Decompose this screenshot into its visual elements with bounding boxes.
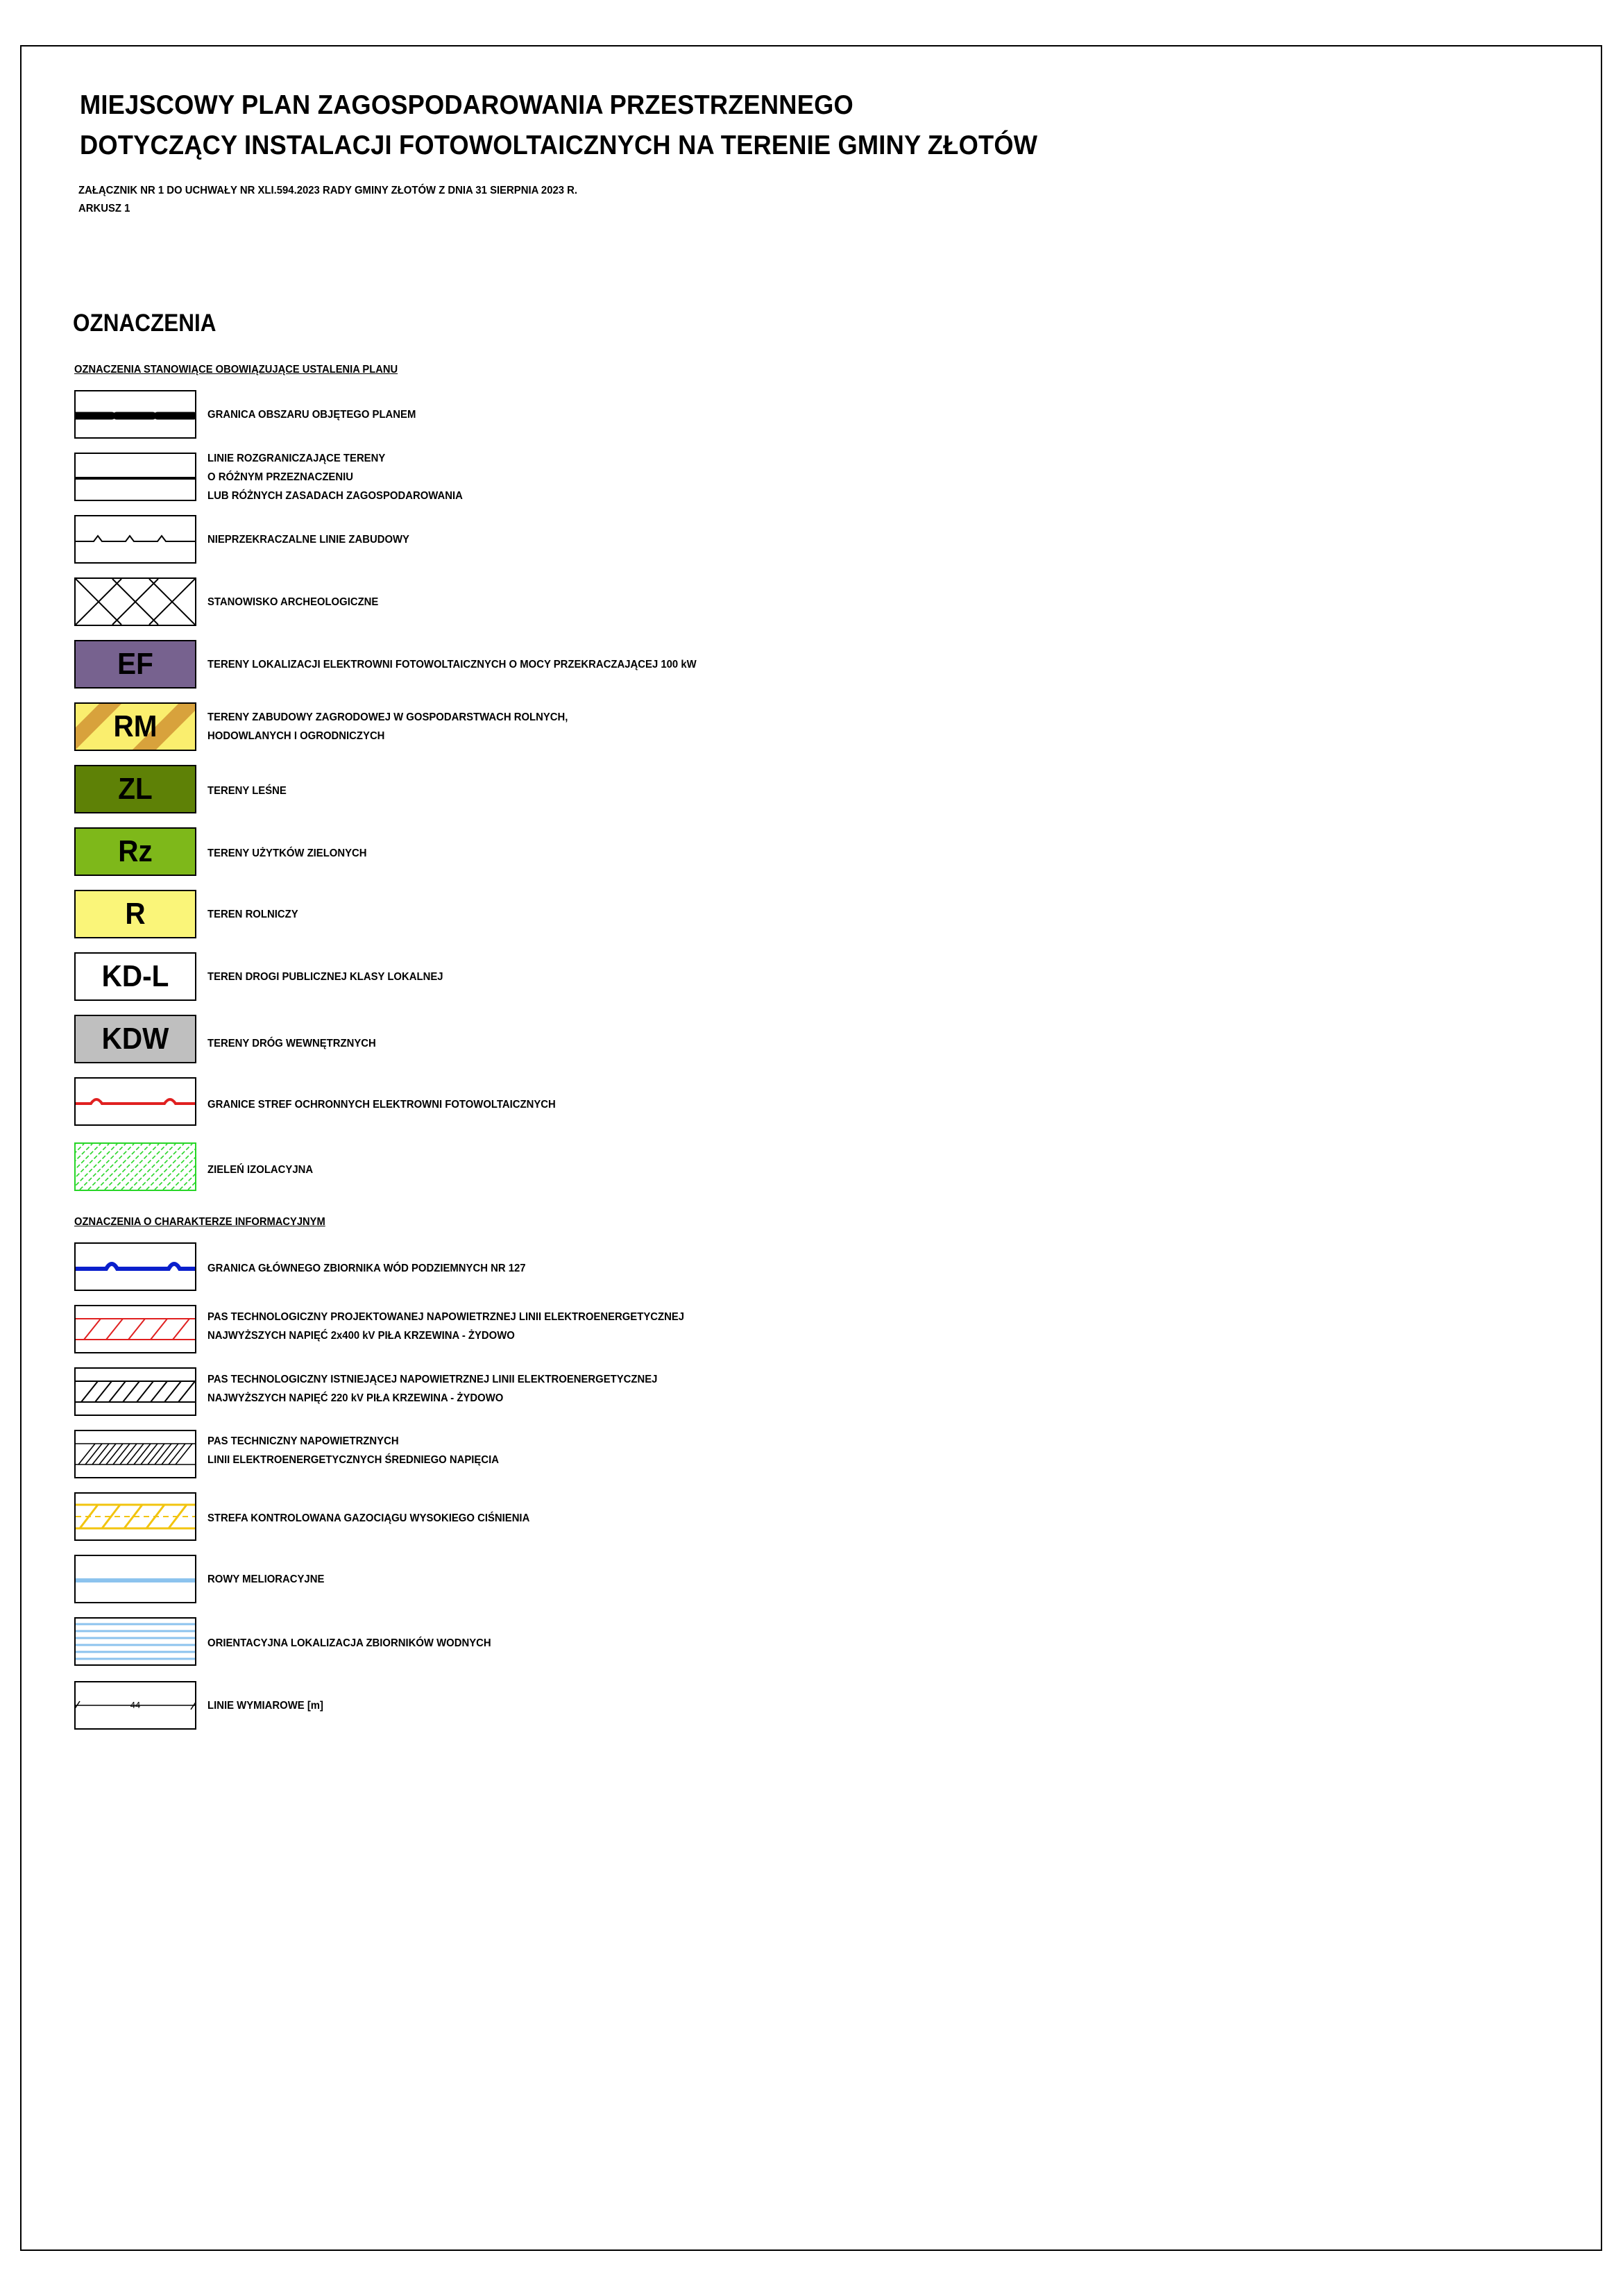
legend-symbol-building-lines: [74, 515, 196, 564]
legend-symbol-zl: [74, 765, 196, 813]
legend-label-medium-voltage-strip: PAS TECHNICZNY NAPOWIETRZNYCH LINII ELEKTROENERGETYCZNYCH ŚREDNIEGO NAPIĘCIA: [207, 1435, 499, 1466]
legend-symbol-archaeological-site: [74, 577, 196, 626]
legend-symbol-existing-line-220kv: [74, 1367, 196, 1416]
legend-label-plan-boundary: GRANICA OBSZARU OBJĘTEGO PLANEM: [207, 409, 416, 421]
legend-label-existing-line-220kv: PAS TECHNOLOGICZNY ISTNIEJĄCEJ NAPOWIETRZNEJ LINII ELEKTROENERGETYCZNEJ NAJWYŻSZYCH NAPIĘĆ 220 kV PIŁA KRZEWINA - ŻYDOWO: [207, 1374, 658, 1404]
legend-symbol-medium-voltage-strip: [74, 1430, 196, 1478]
legend-label-building-lines: NIEPRZEKRACZALNE LINIE ZABUDOWY: [207, 534, 409, 546]
section-info-heading: OZNACZENIA O CHARAKTERZE INFORMACYJNYM: [74, 1216, 325, 1228]
legend-symbol-demarcation-lines: [74, 453, 196, 501]
legend-label-r: TEREN ROLNICZY: [207, 909, 298, 920]
legend-symbol-ef: [74, 640, 196, 689]
legend-symbol-rm: [74, 702, 196, 751]
plan-title-line1: MIEJSCOWY PLAN ZAGOSPODAROWANIA PRZESTRZENNEGO: [80, 90, 853, 120]
legend-symbol-projected-line-400kv: [74, 1305, 196, 1353]
legend-symbol-protection-zone: [74, 1077, 196, 1126]
sheet-number: ARKUSZ 1: [78, 203, 130, 214]
legend-label-dimension-lines: LINIE WYMIAROWE [m]: [207, 1700, 323, 1712]
legend-label-isolation-greenery: ZIELEŃ IZOLACYJNA: [207, 1164, 314, 1176]
legend-symbol-gas-pipeline-zone: [74, 1492, 196, 1541]
zone-code-ef: EF: [117, 647, 153, 681]
legend-label-ef: TERENY LOKALIZACJI ELEKTROWNI FOTOWOLTAICZNYCH O MOCY PRZEKRACZAJĄCEJ 100 kW: [207, 659, 697, 670]
zone-code-rm: RM: [113, 709, 158, 743]
legend-label-projected-line-400kv: PAS TECHNOLOGICZNY PROJEKTOWANEJ NAPOWIETRZNEJ LINII ELEKTROENERGETYCZNEJ NAJWYŻSZYCH NAPIĘĆ 2x400 kV PIŁA KRZEWINA - ŻYDOWO: [207, 1311, 685, 1342]
legend-label-drainage-ditches: ROWY MELIORACYJNE: [207, 1573, 325, 1585]
legend-label-kdw: TERENY DRÓG WEWNĘTRZNYCH: [207, 1038, 376, 1049]
legend-label-archaeological-site: STANOWISKO ARCHEOLOGICZNE: [207, 596, 379, 608]
zone-code-r: R: [125, 897, 146, 931]
legend-symbol-kdw: [74, 1015, 196, 1063]
section-binding-heading: OZNACZENIA STANOWIĄCE OBOWIĄZUJĄCE USTALENIA PLANU: [74, 364, 398, 375]
zone-code-rz: Rz: [118, 834, 153, 868]
legend-label-water-reservoirs: ORIENTACYJNA LOKALIZACJA ZBIORNIKÓW WODNYCH: [207, 1637, 491, 1649]
legend-label-kd-l: TEREN DROGI PUBLICZNEJ KLASY LOKALNEJ: [207, 971, 443, 983]
legend-label-gas-pipeline-zone: STREFA KONTROLOWANA GAZOCIĄGU WYSOKIEGO CIŚNIENIA: [207, 1512, 530, 1524]
zone-code-kd-l: KD-L: [101, 959, 169, 993]
legend-label-demarcation-lines: LINIE ROZGRANICZAJĄCE TERENY O RÓŻNYM PRZEZNACZENIU LUB RÓŻNYCH ZASADACH ZAGOSPODAROWANIA: [207, 453, 463, 502]
legend-symbol-water-reservoirs: [74, 1617, 196, 1666]
plan-title-line2: DOTYCZĄCY INSTALACJI FOTOWOLTAICZNYCH NA TERENIE GMINY ZŁOTÓW: [80, 130, 1038, 160]
legend-label-rm: TERENY ZABUDOWY ZAGRODOWEJ W GOSPODARSTWACH ROLNYCH, HODOWLANYCH I OGRODNICZYCH: [207, 711, 568, 742]
legend-label-rz: TERENY UŻYTKÓW ZIELONYCH: [207, 847, 367, 859]
legend-label-zl: TERENY LEŚNE: [207, 785, 287, 797]
legend-label-groundwater-reservoir: GRANICA GŁÓWNEGO ZBIORNIKA WÓD PODZIEMNYCH NR 127: [207, 1263, 526, 1274]
dimension-value: 44: [130, 1700, 141, 1710]
legend-symbol-rz: [74, 827, 196, 876]
legend-label-protection-zone: GRANICE STREF OCHRONNYCH ELEKTROWNI FOTOWOLTAICZNYCH: [207, 1099, 556, 1111]
legend-symbol-dimension-lines: [74, 1681, 196, 1730]
legend-symbol-kd-l: [74, 952, 196, 1001]
legend-symbol-drainage-ditches: [74, 1555, 196, 1603]
legend-symbol-plan-boundary: [74, 390, 196, 439]
zone-code-kdw: KDW: [101, 1022, 169, 1056]
legend-heading: OZNACZENIA: [73, 310, 216, 337]
attachment-note: ZAŁĄCZNIK NR 1 DO UCHWAŁY NR XLI.594.2023 RADY GMINY ZŁOTÓW Z DNIA 31 SIERPNIA 2023 R.: [78, 185, 578, 196]
legend-symbol-isolation-greenery: [74, 1142, 196, 1191]
legend-symbol-groundwater-reservoir: [74, 1242, 196, 1291]
legend-symbol-r: [74, 890, 196, 938]
zone-code-zl: ZL: [118, 772, 153, 806]
